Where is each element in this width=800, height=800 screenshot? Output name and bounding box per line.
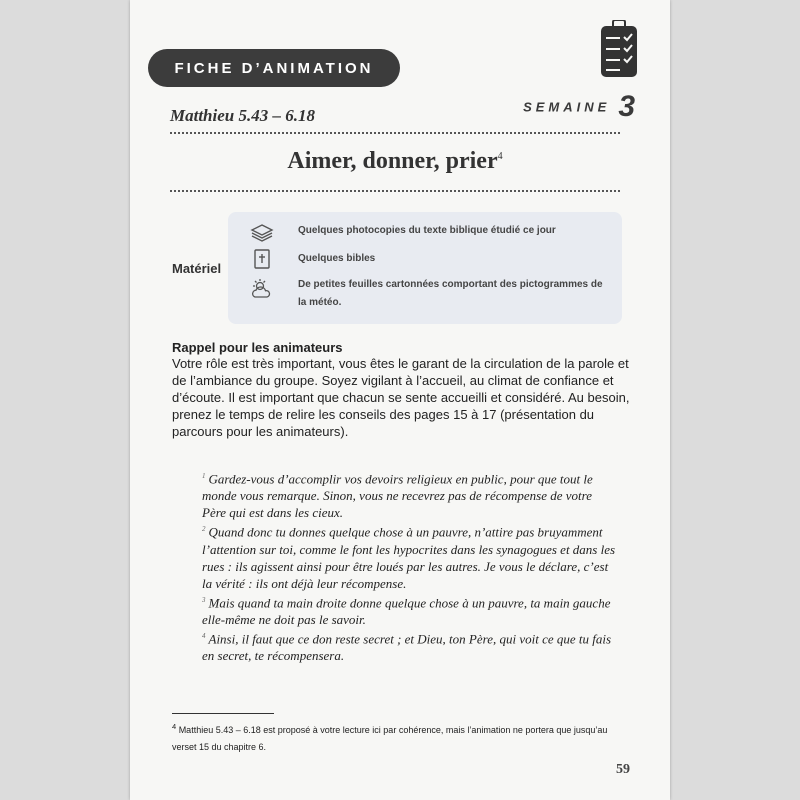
verse-text: Gardez-vous d’accomplir vos devoirs religieux en public, pour que tout le monde vous remarque. Sinon, vous ne recevrez pas de récompense de votre Père qui est dans les cieux. — [202, 471, 593, 521]
materiel-label: Matériel — [172, 261, 222, 276]
stack-of-papers-icon — [250, 222, 274, 244]
bible-passage — [202, 468, 617, 664]
title-text: Aimer, donner, prier — [287, 148, 498, 174]
materiel-item-text: Quelques bibles — [298, 253, 376, 264]
verse — [202, 592, 617, 628]
materiel-item-text: Quelques photocopies du texte biblique étudié ce jour — [298, 225, 556, 236]
footnote-text: Matthieu 5.43 – 6.18 est proposé à votre lecture ici par cohérence, mais l’animation ne portera que jusqu’au verset 15 du chapitre 6. — [172, 725, 608, 752]
dotted-divider — [170, 190, 620, 192]
verse-number: 4 — [202, 631, 206, 640]
bible-icon — [250, 248, 274, 270]
section-badge: FICHE D’ANIMATION — [148, 49, 400, 87]
verse-number: 2 — [202, 525, 206, 534]
week-indicator — [523, 90, 635, 124]
rappel-heading: Rappel pour les animateurs — [172, 340, 343, 355]
verse — [202, 521, 617, 591]
footnote — [172, 718, 632, 756]
weather-sun-cloud-icon — [250, 278, 274, 300]
verse-number: 1 — [202, 472, 206, 480]
verse — [202, 628, 617, 664]
page-number: 59 — [616, 762, 630, 777]
week-number: 3 — [618, 90, 635, 123]
page-title — [170, 148, 620, 175]
verse-text: Quand donc tu donnes quelque chose à un pauvre, n’attire pas bruyamment l’attention sur toi, comme le font les hypocrites dans les synagogues et dans les rues : ils agissent ainsi pour être loués par les autres. Je vous le déclare, c’est la vérité : ils ont déjà leur récompense. — [202, 524, 616, 591]
rappel-paragraph: Votre rôle est très important, vous êtes le garant de la circulation de la parole et de l’ambiance du groupe. Soyez vigilant à l’accueil, au climat de confiance et d’écoute. Il est important que chacun se sente accueilli et considéré. Au besoin, prenez le temps de relire les conseils des pages 15 à 17 (présentation du parcours pour les animateurs). — [172, 356, 630, 439]
checklist-clipboard-icon — [600, 20, 638, 78]
title-footnote-marker: 4 — [497, 151, 503, 162]
verse-number: 3 — [202, 595, 206, 604]
dotted-divider — [170, 132, 620, 134]
footnote-number: 4 — [172, 722, 177, 731]
page — [130, 0, 670, 800]
materiel-box — [228, 212, 622, 324]
verse — [202, 468, 617, 521]
verse-text: Mais quand ta main droite donne quelque chose à un pauvre, ta main gauche elle-même ne doit pas le savoir. — [202, 594, 611, 627]
week-label: SEMAINE — [523, 99, 611, 115]
materiel-item-text: De petites feuilles cartonnées comportant des pictogrammes de la météo. — [298, 279, 603, 308]
bible-reference: Matthieu 5.43 – 6.18 — [170, 106, 315, 125]
verse-text: Ainsi, il faut que ce don reste secret ; et Dieu, ton Père, qui voit ce que tu fais en secret, te récompensera. — [202, 631, 612, 664]
footnote-rule — [172, 713, 274, 714]
